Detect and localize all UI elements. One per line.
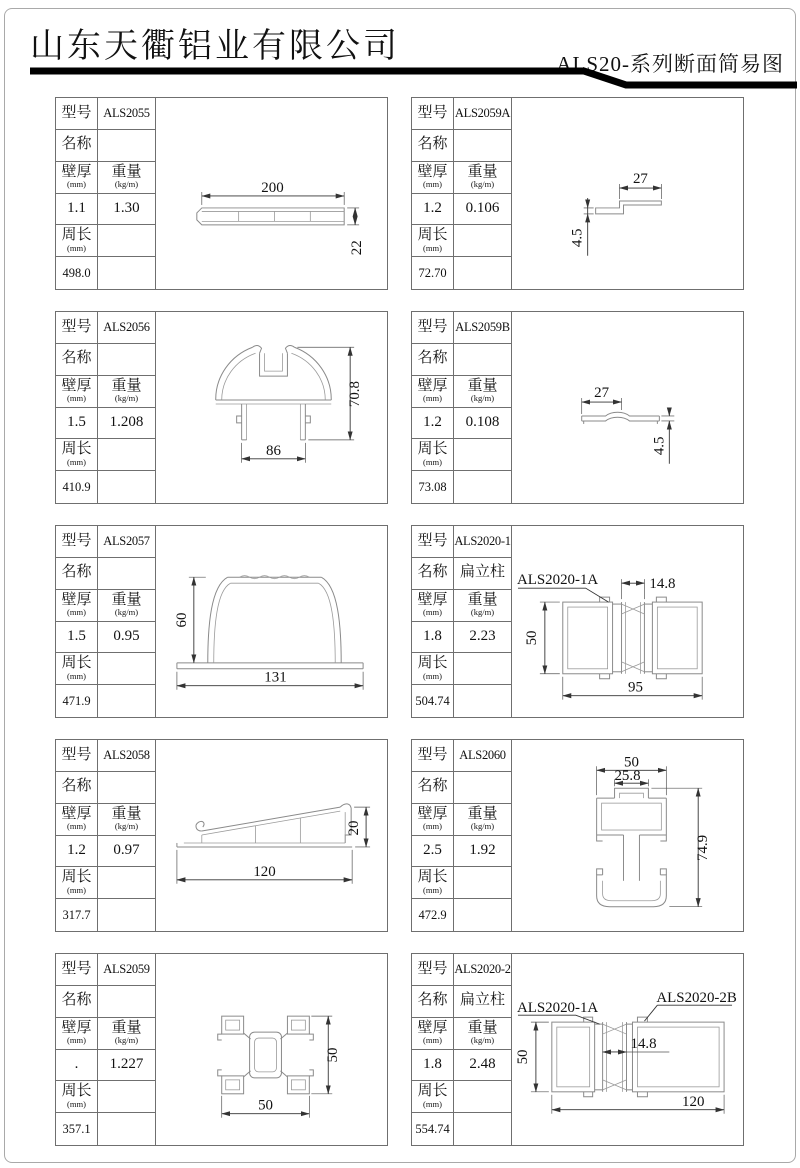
dim-height: 4.5 [651,436,668,456]
perimeter-unit: (mm) [67,885,86,896]
model-value: ALS2059B [454,312,511,344]
model-value: ALS2060 [454,740,511,772]
weight-value: 1.30 [98,194,155,226]
profile-drawing-als2059a [512,98,743,289]
callout-label-1: ALS2020-1A [516,1000,599,1017]
perimeter-value: 554.74 [412,1113,454,1145]
profile-panel-als2020-2 [411,953,744,1146]
empty-cell [98,225,155,257]
profile-panel-als2059a [411,97,744,290]
model-value: ALS2058 [98,740,155,772]
empty-cell [98,685,155,717]
name-label: 名称 [56,130,98,162]
profile-drawing-als2057 [156,526,387,717]
perimeter-value: 72.70 [412,257,454,289]
profile-panel-als2057 [55,525,388,718]
perimeter-label [412,653,454,685]
thickness-unit: (mm) [67,179,86,190]
dim-height: 20 [346,820,363,836]
empty-cell [98,257,155,289]
dim-width: 120 [253,863,276,880]
perimeter-value: 472.9 [412,899,454,931]
perimeter-unit: (mm) [67,1099,86,1110]
empty-cell [454,653,511,685]
model-label: 型号 [412,526,454,558]
thickness-label-text: 壁厚 [61,591,92,608]
empty-cell [98,1081,155,1113]
spec-table [56,954,156,1145]
weight-label-text: 重量 [467,1019,498,1036]
weight-unit: (kg/m) [114,1035,139,1046]
perimeter-label [56,1081,98,1113]
profile-panel-als2058 [55,739,388,932]
weight-unit: (kg/m) [470,607,495,618]
empty-cell [454,439,511,471]
profile-drawing-als2060 [512,740,743,931]
profile-drawing-als2059b [512,312,743,503]
perimeter-label-text: 周长 [61,227,92,244]
profile-panel-als2056 [55,311,388,504]
perimeter-label-text: 周长 [61,441,92,458]
thickness-label-text: 壁厚 [417,1019,448,1036]
name-label: 名称 [412,344,454,376]
dim-width: 86 [266,442,281,459]
thickness-value: . [56,1050,98,1082]
weight-label-text: 重量 [467,591,498,608]
weight-label-text: 重量 [467,805,498,822]
weight-label-text: 重量 [111,377,142,394]
perimeter-label [412,867,454,899]
weight-label [98,162,155,194]
profile-panel-als2060 [411,739,744,932]
name-label: 名称 [412,558,454,590]
perimeter-value: 498.0 [56,257,98,289]
thickness-value: 1.5 [56,408,98,440]
thickness-unit: (mm) [67,1035,86,1046]
weight-label [454,376,511,408]
thickness-value: 1.8 [412,622,454,654]
spec-table [56,98,156,289]
thickness-label [56,376,98,408]
name-label: 名称 [56,986,98,1018]
thickness-label [56,804,98,836]
thickness-label-text: 壁厚 [61,377,92,394]
empty-cell [98,471,155,503]
model-value: ALS2057 [98,526,155,558]
weight-label-text: 重量 [111,805,142,822]
perimeter-unit: (mm) [423,243,442,254]
spec-table [412,954,512,1145]
name-value [98,986,155,1018]
perimeter-unit: (mm) [423,671,442,682]
name-label: 名称 [56,558,98,590]
thickness-value: 1.1 [56,194,98,226]
header-rule [0,0,800,100]
thickness-unit: (mm) [423,607,442,618]
perimeter-label [412,225,454,257]
model-label: 型号 [412,740,454,772]
profile-drawing-als2059 [156,954,387,1145]
dim-width: 27 [632,171,648,188]
dim-top: 14.8 [649,576,676,593]
model-label: 型号 [412,954,454,986]
series-title: ALS20-系列断面简易图 [556,52,784,76]
name-value: 扁立柱 [454,986,511,1018]
name-value [454,772,511,804]
weight-label [454,590,511,622]
name-label: 名称 [412,986,454,1018]
perimeter-label-text: 周长 [417,869,448,886]
dim-top: 50 [624,754,639,771]
profile-drawing-als2055 [156,98,387,289]
perimeter-label-text: 周长 [417,227,448,244]
thickness-label-text: 壁厚 [61,1019,92,1036]
profile-drawing-als2020-1 [512,526,743,717]
model-value: ALS2055 [98,98,155,130]
profile-panel-als2055 [55,97,388,290]
dim-width: 131 [264,669,287,686]
dim-width: 200 [261,180,284,197]
panel-grid [55,97,744,1146]
weight-label-text: 重量 [111,163,142,180]
model-value: ALS2059A [454,98,511,130]
perimeter-value: 410.9 [56,471,98,503]
thickness-label [412,162,454,194]
dim-left: 50 [514,1049,531,1065]
thickness-label-text: 壁厚 [61,163,92,180]
empty-cell [454,899,511,931]
profile-panel-als2059 [55,953,388,1146]
empty-cell [98,653,155,685]
empty-cell [454,225,511,257]
weight-label-text: 重量 [467,163,498,180]
weight-value: 0.106 [454,194,511,226]
profile-drawing-als2058 [156,740,387,931]
thickness-value: 1.2 [412,408,454,440]
dim-right: 50 [325,1047,342,1063]
name-label: 名称 [56,772,98,804]
weight-unit: (kg/m) [114,179,139,190]
empty-cell [454,1081,511,1113]
perimeter-value: 73.08 [412,471,454,503]
empty-cell [98,439,155,471]
perimeter-value: 357.1 [56,1113,98,1145]
dim-inner: 25.8 [614,768,641,785]
empty-cell [454,1113,511,1145]
model-label: 型号 [56,954,98,986]
weight-label [454,162,511,194]
dim-bottom: 120 [682,1093,705,1110]
perimeter-value: 504.74 [412,685,454,717]
thickness-value: 2.5 [412,836,454,868]
thickness-label [412,1018,454,1050]
perimeter-label-text: 周长 [417,441,448,458]
weight-value: 0.97 [98,836,155,868]
weight-label-text: 重量 [111,1019,142,1036]
perimeter-label-text: 周长 [417,655,448,672]
dim-mid: 14.8 [630,1036,657,1053]
perimeter-label-text: 周长 [61,869,92,886]
dim-bottom: 95 [628,679,643,696]
profile-panel-als2059b [411,311,744,504]
weight-value: 0.108 [454,408,511,440]
thickness-label [56,590,98,622]
weight-label-text: 重量 [111,591,142,608]
thickness-unit: (mm) [67,393,86,404]
weight-value: 2.23 [454,622,511,654]
spec-table [412,740,512,931]
thickness-label [412,804,454,836]
perimeter-label [56,867,98,899]
perimeter-unit: (mm) [423,1099,442,1110]
name-value: 扁立柱 [454,558,511,590]
thickness-label [412,590,454,622]
model-label: 型号 [56,98,98,130]
weight-label [98,804,155,836]
model-label: 型号 [56,312,98,344]
empty-cell [98,1113,155,1145]
perimeter-label-text: 周长 [61,655,92,672]
name-label: 名称 [412,130,454,162]
weight-label [454,1018,511,1050]
perimeter-unit: (mm) [423,457,442,468]
name-value [98,130,155,162]
company-name: 山东天衢铝业有限公司 [30,28,400,65]
dim-height: 70.8 [347,380,364,408]
thickness-unit: (mm) [423,1035,442,1046]
thickness-value: 1.2 [412,194,454,226]
weight-label-text: 重量 [467,377,498,394]
profile-panel-als2020-1 [411,525,744,718]
dim-right: 74.9 [695,834,712,862]
weight-unit: (kg/m) [114,607,139,618]
weight-value: 1.227 [98,1050,155,1082]
thickness-label-text: 壁厚 [417,377,448,394]
thickness-label-text: 壁厚 [61,805,92,822]
spec-table [412,98,512,289]
spec-table [412,526,512,717]
profile-drawing-als2056 [156,312,387,503]
model-value: ALS2020-1 [454,526,511,558]
thickness-unit: (mm) [67,607,86,618]
thickness-unit: (mm) [67,821,86,832]
name-value [454,344,511,376]
empty-cell [98,867,155,899]
thickness-unit: (mm) [423,179,442,190]
empty-cell [454,257,511,289]
thickness-label-text: 壁厚 [417,805,448,822]
callout-label: ALS2020-1A [516,572,599,589]
name-value [454,130,511,162]
model-label: 型号 [412,312,454,344]
perimeter-unit: (mm) [423,885,442,896]
dim-width: 27 [594,385,610,402]
spec-table [412,312,512,503]
weight-label [98,1018,155,1050]
dim-left: 50 [523,630,540,646]
empty-cell [454,685,511,717]
model-label: 型号 [56,740,98,772]
perimeter-label [56,653,98,685]
perimeter-unit: (mm) [67,243,86,254]
spec-table [56,312,156,503]
name-value [98,772,155,804]
model-label: 型号 [56,526,98,558]
weight-label [98,590,155,622]
thickness-label [56,1018,98,1050]
dim-bottom: 50 [258,1097,273,1114]
callout-label-2: ALS2020-2B [656,990,737,1007]
weight-unit: (kg/m) [114,393,139,404]
perimeter-label [412,439,454,471]
thickness-label-text: 壁厚 [417,591,448,608]
perimeter-unit: (mm) [67,671,86,682]
name-label: 名称 [56,344,98,376]
weight-value: 2.48 [454,1050,511,1082]
perimeter-label [56,439,98,471]
weight-unit: (kg/m) [114,821,139,832]
perimeter-label-text: 周长 [61,1083,92,1100]
model-label: 型号 [412,98,454,130]
perimeter-unit: (mm) [67,457,86,468]
weight-value: 1.208 [98,408,155,440]
weight-unit: (kg/m) [470,821,495,832]
model-value: ALS2056 [98,312,155,344]
weight-unit: (kg/m) [470,393,495,404]
weight-label [454,804,511,836]
dim-height: 60 [173,612,190,628]
empty-cell [454,867,511,899]
profile-drawing-als2020-2 [512,954,743,1145]
dim-height: 22 [349,240,366,256]
spec-table [56,740,156,931]
thickness-value: 1.5 [56,622,98,654]
dim-height: 4.5 [569,228,586,248]
thickness-value: 1.2 [56,836,98,868]
weight-unit: (kg/m) [470,1035,495,1046]
perimeter-value: 471.9 [56,685,98,717]
thickness-label [412,376,454,408]
perimeter-label [56,225,98,257]
name-label: 名称 [412,772,454,804]
perimeter-label [412,1081,454,1113]
thickness-unit: (mm) [423,393,442,404]
name-value [98,558,155,590]
thickness-value: 1.8 [412,1050,454,1082]
model-value: ALS2059 [98,954,155,986]
name-value [98,344,155,376]
thickness-label-text: 壁厚 [417,163,448,180]
thickness-unit: (mm) [423,821,442,832]
model-value: ALS2020-2 [454,954,511,986]
weight-value: 1.92 [454,836,511,868]
weight-unit: (kg/m) [470,179,495,190]
thickness-label [56,162,98,194]
empty-cell [454,471,511,503]
perimeter-value: 317.7 [56,899,98,931]
weight-value: 0.95 [98,622,155,654]
empty-cell [98,899,155,931]
perimeter-label-text: 周长 [417,1083,448,1100]
spec-table [56,526,156,717]
weight-label [98,376,155,408]
